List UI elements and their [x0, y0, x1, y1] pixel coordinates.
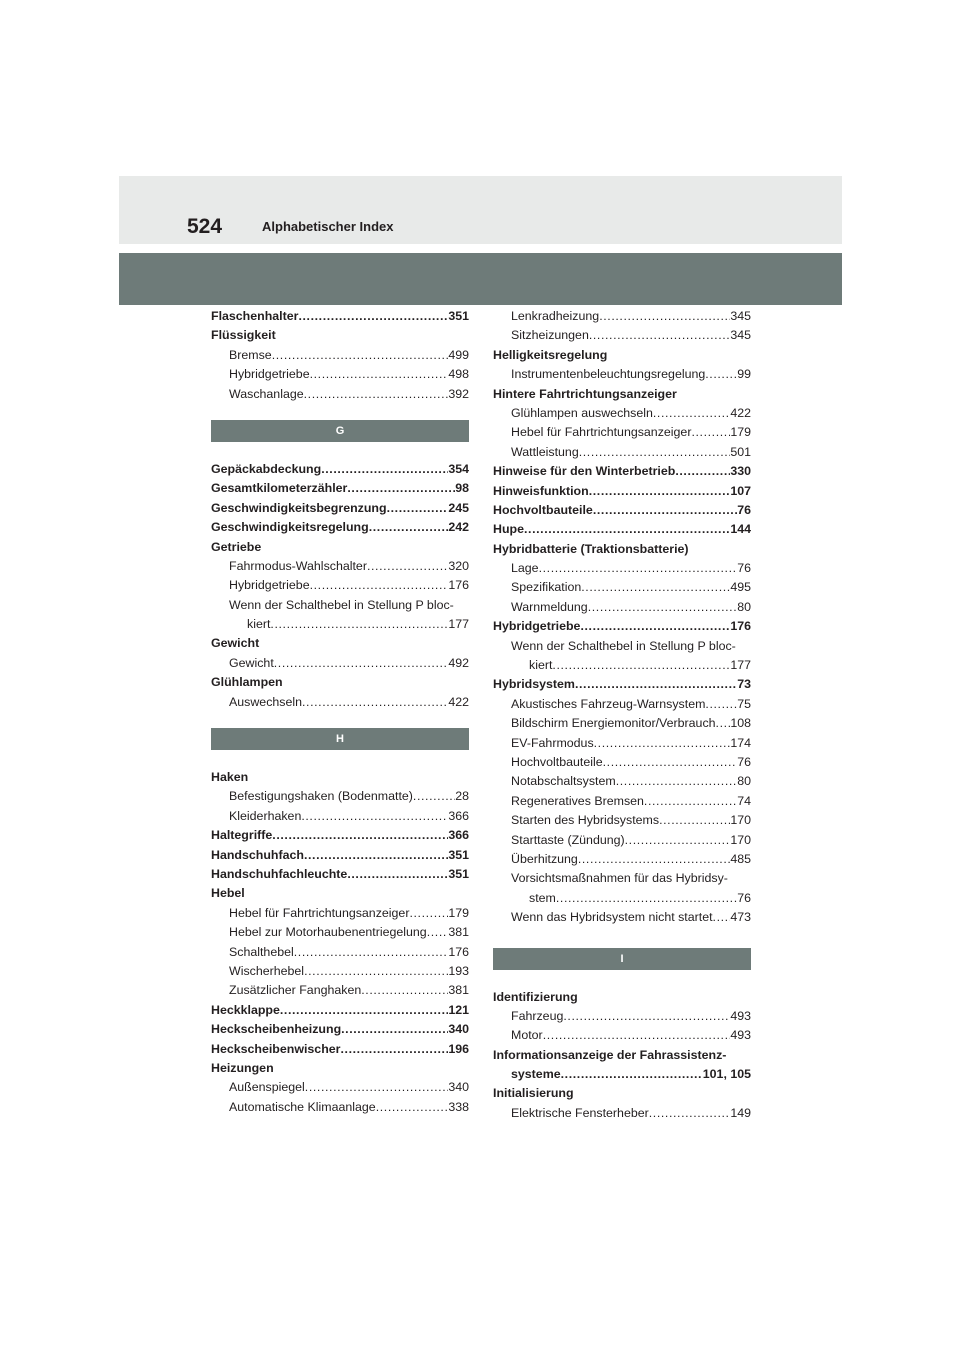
page-reference: 501: [730, 444, 751, 459]
page-reference: 76: [737, 890, 751, 905]
page-reference: 351: [448, 866, 469, 881]
page-reference: 74: [737, 793, 751, 808]
index-term: Zusätzlicher Fanghaken: [229, 983, 362, 998]
dot-leader: [603, 753, 738, 772]
dot-leader: [705, 695, 737, 714]
index-group: [211, 768, 469, 1117]
index-entry: [493, 772, 751, 791]
page-reference: 174: [730, 735, 751, 750]
index-entry: [211, 654, 469, 673]
index-entry: [211, 981, 469, 1000]
index-entry: [211, 1078, 469, 1097]
index-entry: [211, 846, 469, 865]
page-reference: 176: [448, 944, 469, 959]
page-reference: 366: [448, 808, 469, 823]
index-term: Warnmeldung: [511, 599, 588, 614]
index-heading: Helligkeitsregelung: [493, 347, 608, 362]
letter-divider-h: H: [211, 728, 469, 750]
index-entry: [493, 520, 751, 539]
index-term: Hybridgetriebe: [493, 619, 581, 634]
dot-leader: [649, 1104, 731, 1123]
index-entry: [211, 807, 469, 826]
index-term: Hochvoltbauteile: [493, 502, 593, 517]
page-reference: 176: [730, 619, 751, 634]
letter-divider-g: G: [211, 420, 469, 442]
dot-leader: [302, 693, 448, 712]
index-entry: [493, 423, 751, 442]
dot-leader: [298, 307, 448, 326]
index-entry: [493, 482, 751, 501]
index-entry: [211, 557, 469, 576]
page-reference: 107: [730, 483, 751, 498]
dot-leader: [305, 1078, 449, 1097]
dot-leader: [589, 482, 731, 501]
index-entry: [493, 714, 751, 733]
index-heading: Haken: [211, 770, 249, 785]
dot-leader: [270, 615, 448, 634]
dot-leader: [347, 479, 455, 498]
page-reference: 340: [448, 1022, 469, 1037]
index-entry: [493, 850, 751, 869]
index-term: Waschanlage: [229, 386, 304, 401]
index-heading: Heizungen: [211, 1060, 274, 1075]
index-entry: [211, 962, 469, 981]
page-reference: 196: [448, 1041, 469, 1056]
index-heading: Hebel: [211, 886, 245, 901]
index-heading: Getriebe: [211, 539, 262, 554]
index-entry: [493, 656, 751, 675]
page-reference: 330: [730, 464, 751, 479]
index-entry: [493, 462, 751, 481]
index-term: Handschuhfach: [211, 847, 304, 862]
page-reference: 493: [730, 1008, 751, 1023]
index-entry: [493, 598, 751, 617]
dot-leader: [581, 578, 730, 597]
dot-leader: [539, 559, 738, 578]
index-entry: [211, 518, 469, 537]
page-reference: 245: [448, 500, 469, 515]
dot-leader: [340, 1040, 448, 1059]
index-term: Hupe: [493, 522, 524, 537]
index-term: Hybridgetriebe: [229, 367, 310, 382]
index-subentry-wrapped: Wenn der Schalthebel in Stellung P bloc-: [511, 638, 736, 653]
page-reference: 340: [448, 1080, 469, 1095]
index-entry: [211, 787, 469, 806]
index-group: [211, 460, 469, 712]
dot-leader: [413, 787, 455, 806]
index-heading: Identifizierung: [493, 989, 578, 1004]
page-number: 524: [187, 215, 223, 238]
dot-leader: [578, 850, 731, 869]
index-term: Lage: [511, 561, 539, 576]
page-reference: 498: [448, 367, 469, 382]
page-reference: 177: [448, 617, 469, 632]
index-term: Fahrmodus-Wahlschalter: [229, 558, 367, 573]
index-term: Geschwindigkeitsbegrenzung: [211, 500, 387, 515]
dot-leader: [301, 807, 448, 826]
dot-leader: [294, 943, 449, 962]
index-entry: [493, 404, 751, 423]
index-term: Sitzheizungen: [511, 328, 589, 343]
page-reference: 499: [448, 347, 469, 362]
index-entry: [211, 499, 469, 518]
index-term: Lenkradheizung: [511, 309, 600, 323]
header-band: [119, 176, 842, 244]
index-term: Außenspiegel: [229, 1080, 305, 1095]
index-entry: [211, 460, 469, 479]
index-column-right: [493, 307, 751, 1123]
dot-leader: [691, 423, 730, 442]
page-reference: 176: [448, 578, 469, 593]
index-term: Fahrzeug: [511, 1008, 564, 1023]
page-reference: 381: [448, 983, 469, 998]
dot-leader: [272, 346, 449, 365]
header-bar: [119, 253, 842, 305]
index-entry: [211, 693, 469, 712]
index-entry: [211, 943, 469, 962]
index-term: Notabschaltsystem: [511, 774, 616, 789]
index-term: Hinweise für den Winterbetrieb: [493, 464, 676, 479]
page-reference: 345: [730, 309, 751, 323]
page-reference: 351: [448, 847, 469, 862]
page-reference: 345: [730, 328, 751, 343]
page-title: Alphabetischer Index: [262, 219, 394, 234]
page-reference: 80: [737, 774, 751, 789]
dot-leader: [599, 307, 730, 326]
index-term: Wischerhebel: [229, 963, 305, 978]
dot-leader: [644, 792, 737, 811]
index-entry: [493, 1104, 751, 1123]
index-entry: [493, 578, 751, 597]
page-reference: 179: [448, 905, 469, 920]
dot-leader: [716, 714, 731, 733]
page-reference: 149: [730, 1105, 751, 1120]
index-term: Bremse: [229, 347, 272, 362]
dot-leader: [347, 865, 448, 884]
index-column-left: [211, 307, 469, 1117]
index-entry: [493, 617, 751, 636]
index-term: Regeneratives Bremsen: [511, 793, 644, 808]
index-entry: [211, 479, 469, 498]
index-entry: [493, 1065, 751, 1084]
page-reference: 381: [448, 925, 469, 940]
page-reference: 485: [730, 851, 751, 866]
page-reference: 493: [730, 1028, 751, 1043]
dot-leader: [304, 385, 449, 404]
index-group: [211, 307, 469, 404]
index-entry: [211, 1020, 469, 1039]
index-term: Flaschenhalter: [211, 309, 299, 323]
dot-leader: [387, 499, 449, 518]
index-term: Starten des Hybridsystems: [511, 813, 660, 828]
page-reference: 170: [730, 832, 751, 847]
index-term: Motor: [511, 1028, 543, 1043]
index-entry: [493, 1007, 751, 1026]
dot-leader: [427, 923, 449, 942]
index-term: Bildschirm Energiemonitor/Verbrauch: [511, 716, 716, 731]
index-heading: Glühlampen: [211, 675, 283, 690]
index-heading: Hintere Fahrtrichtungsanzeiger: [493, 386, 677, 401]
index-entry: [211, 826, 469, 845]
page-reference: 73: [737, 677, 751, 692]
index-term: Befestigungshaken (Bodenmatte): [229, 789, 413, 804]
page-reference: 179: [730, 425, 751, 440]
index-entry: [211, 365, 469, 384]
page-reference: 392: [448, 386, 469, 401]
dot-leader: [575, 675, 737, 694]
index-term: Starttaste (Zündung): [511, 832, 625, 847]
index-entry: [211, 346, 469, 365]
index-entry: [211, 576, 469, 595]
index-term: Hochvoltbauteile: [511, 754, 603, 769]
dot-leader: [659, 811, 730, 830]
index-entry: [211, 923, 469, 942]
index-heading: Flüssigkeit: [211, 328, 276, 343]
dot-leader: [563, 1007, 730, 1026]
dot-leader: [367, 557, 448, 576]
index-term: Hybridgetriebe: [229, 578, 310, 593]
index-entry: [493, 307, 751, 326]
index-term: Gepäckabdeckung: [211, 461, 322, 476]
index-heading-wrapped: Informationsanzeige der Fahrassistenz-: [493, 1047, 727, 1062]
index-term: Instrumentenbeleuchtungsregelung: [511, 367, 706, 382]
page-reference: 473: [730, 910, 751, 925]
dot-leader: [594, 734, 731, 753]
dot-leader: [588, 598, 738, 617]
index-term: Handschuhfachleuchte: [211, 866, 348, 881]
index-entry: [211, 865, 469, 884]
page-reference: 76: [737, 502, 751, 517]
dot-leader: [579, 443, 731, 462]
dot-leader: [310, 576, 449, 595]
index-entry: [493, 695, 751, 714]
page-reference: 338: [448, 1099, 469, 1114]
index-entry: [493, 501, 751, 520]
index-term: Spezifikation: [511, 580, 582, 595]
index-term: kiert: [529, 658, 553, 673]
dot-leader: [580, 617, 730, 636]
index-term: Akustisches Fahrzeug-Warnsystem: [511, 696, 706, 711]
dot-leader: [653, 404, 730, 423]
index-entry: [493, 675, 751, 694]
page-reference: 354: [448, 461, 469, 476]
page-reference: 495: [730, 580, 751, 595]
dot-leader: [274, 654, 449, 673]
page-reference: 121: [448, 1002, 469, 1017]
page-reference: 76: [737, 561, 751, 576]
dot-leader: [561, 1065, 703, 1084]
page-reference: 76: [737, 754, 751, 769]
dot-leader: [321, 460, 448, 479]
index-term: Hybridsystem: [493, 677, 575, 692]
index-term: Gesamtkilometerzähler: [211, 481, 348, 496]
dot-leader: [705, 365, 737, 384]
dot-leader: [593, 501, 737, 520]
index-term: Hinweisfunktion: [493, 483, 589, 498]
index-entry: [493, 811, 751, 830]
index-term: Hebel für Fahrtrichtungsanzeiger: [229, 905, 410, 920]
index-subentry-wrapped: Vorsichtsmaßnahmen für das Hybridsy-: [511, 871, 728, 886]
dot-leader: [543, 1026, 731, 1045]
page-reference: 170: [730, 813, 751, 828]
index-entry: [211, 615, 469, 634]
page-reference: 320: [448, 558, 469, 573]
dot-leader: [304, 846, 448, 865]
index-entry: [211, 385, 469, 404]
index-entry: [493, 365, 751, 384]
page-reference: 75: [737, 696, 751, 711]
index-term: Heckklappe: [211, 1002, 280, 1017]
index-entry: [493, 753, 751, 772]
index-entry: [211, 1098, 469, 1117]
index-heading: Initialisierung: [493, 1086, 574, 1101]
index-group: [493, 988, 751, 1124]
index-entry: [211, 1001, 469, 1020]
page-reference: 193: [448, 963, 469, 978]
dot-leader: [409, 904, 448, 923]
dot-leader: [552, 656, 730, 675]
page-reference: 492: [448, 655, 469, 670]
dot-leader: [675, 462, 730, 481]
dot-leader: [272, 826, 448, 845]
index-entry: [493, 326, 751, 345]
page-reference: 28: [455, 789, 469, 804]
index-term: Geschwindigkeitsregelung: [211, 520, 369, 535]
index-entry: [493, 889, 751, 908]
page-reference: 422: [730, 405, 751, 420]
index-term: Hebel zur Motorhaubenentriegelung: [229, 925, 427, 940]
page-reference: 98: [455, 481, 469, 496]
index-term: Automatische Klimaanlage: [229, 1099, 376, 1114]
page-reference: 108: [730, 716, 751, 731]
index-term: Schalthebel: [229, 944, 294, 959]
index-entry: [493, 559, 751, 578]
index-term: Überhitzung: [511, 851, 578, 866]
index-entry: [493, 792, 751, 811]
index-entry: [493, 443, 751, 462]
index-entry: [493, 831, 751, 850]
dot-leader: [616, 772, 738, 791]
page-reference: 80: [737, 599, 751, 614]
index-heading: Gewicht: [211, 636, 260, 651]
index-entry: [493, 1026, 751, 1045]
index-term: Glühlampen auswechseln: [511, 405, 653, 420]
page-reference: 242: [448, 520, 469, 535]
index-term: Auswechseln: [229, 694, 303, 709]
dot-leader: [310, 365, 449, 384]
page-reference: 99: [737, 367, 751, 382]
dot-leader: [524, 520, 730, 539]
index-term: Heckscheibenheizung: [211, 1022, 342, 1037]
dot-leader: [361, 981, 448, 1000]
index-term: Heckscheibenwischer: [211, 1041, 341, 1056]
dot-leader: [589, 326, 730, 345]
index-entry: [211, 1040, 469, 1059]
index-term: Hebel für Fahrtrichtungsanzeiger: [511, 425, 692, 440]
index-term: Haltegriffe: [211, 828, 273, 843]
index-term: EV-Fahrmodus: [511, 735, 594, 750]
page-reference: 366: [448, 828, 469, 843]
dot-leader: [341, 1020, 448, 1039]
dot-leader: [304, 962, 448, 981]
page-reference: 144: [730, 522, 751, 537]
index-entry: [211, 904, 469, 923]
index-term: systeme: [511, 1067, 561, 1082]
letter-divider-i: I: [493, 948, 751, 970]
index-term: Wattleistung: [511, 444, 579, 459]
dot-leader: [376, 1098, 449, 1117]
dot-leader: [556, 889, 737, 908]
index-entry: [493, 734, 751, 753]
index-term: Kleiderhaken: [229, 808, 302, 823]
page-reference: 351: [448, 309, 469, 323]
dot-leader: [713, 908, 731, 927]
page-reference: 177: [730, 658, 751, 673]
index-entry: [493, 908, 751, 927]
index-heading: Hybridbatterie (Traktionsbatterie): [493, 541, 689, 556]
index-term: Wenn das Hybridsystem nicht startet: [511, 910, 713, 925]
page-reference: 101, 105: [702, 1067, 751, 1082]
dot-leader: [280, 1001, 448, 1020]
index-term: kiert: [247, 617, 271, 632]
index-term: Gewicht: [229, 655, 274, 670]
index-term: Elektrische Fensterheber: [511, 1105, 649, 1120]
index-entry: [211, 307, 469, 326]
index-subentry-wrapped: Wenn der Schalthebel in Stellung P bloc-: [229, 597, 454, 612]
dot-leader: [369, 518, 449, 537]
index-group: [493, 307, 751, 928]
dot-leader: [625, 831, 731, 850]
page-reference: 422: [448, 694, 469, 709]
index-term: stem: [529, 890, 556, 905]
